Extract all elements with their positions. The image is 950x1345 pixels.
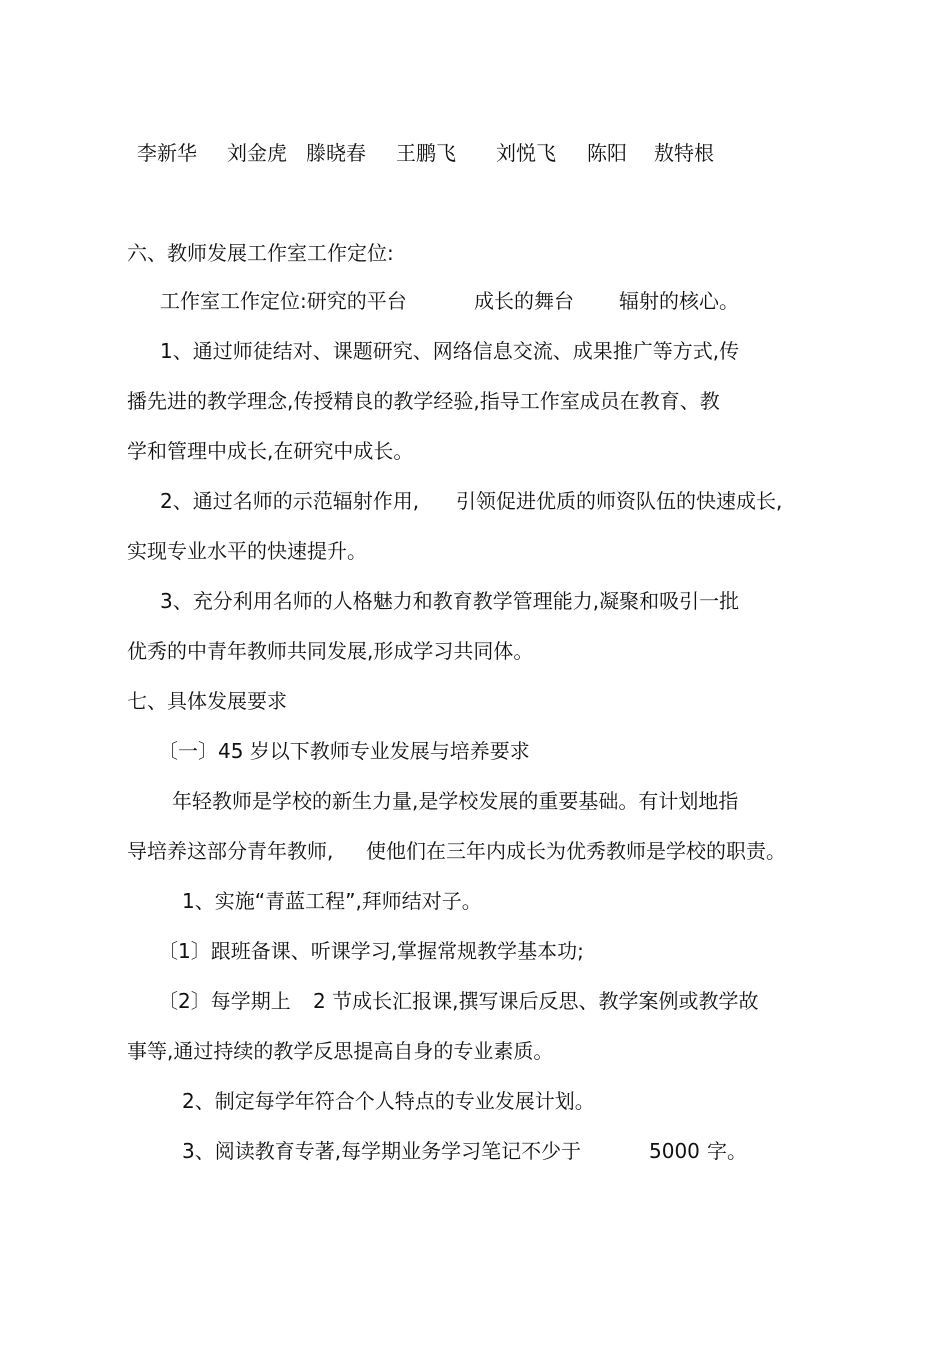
- paragraph-line: 3、充分利用名师的人格魅力和教育教学管理能力,凝聚和吸引一批: [160, 589, 740, 613]
- list-item: 字。: [707, 1139, 747, 1163]
- paragraph-line: 导培养这部分青年教师,: [127, 839, 334, 863]
- list-item: 2、制定每学年符合个人特点的专业发展计划。: [182, 1089, 595, 1113]
- member-name: 刘悦飞: [496, 141, 556, 165]
- paragraph-line: 2、通过名师的示范辐射作用,: [160, 489, 420, 513]
- member-name: 滕晓春: [306, 141, 366, 165]
- member-name: 陈阳: [587, 141, 627, 165]
- positioning-part: 成长的舞台: [474, 289, 574, 313]
- paragraph-line: 引领促进优质的师资队伍的快速成长,: [456, 489, 783, 513]
- paragraph-line: 播先进的教学理念,传授精良的教学经验,指导工作室成员在教育、教: [127, 389, 720, 413]
- list-item: 5000: [649, 1139, 700, 1163]
- member-name: 敖特根: [654, 141, 714, 165]
- positioning-line: [0, 289, 950, 313]
- member-name: 刘金虎: [227, 141, 287, 165]
- list-item: 〔2〕每学期上: [158, 989, 291, 1013]
- paragraph-line: 学和管理中成长,在研究中成长。: [127, 439, 414, 463]
- member-name: 李新华: [137, 141, 197, 165]
- subsection-heading: 〔一〕45 岁以下教师专业发展与培养要求: [158, 739, 530, 763]
- positioning-part: 辐射的核心。: [619, 289, 739, 313]
- section-heading: 六、教师发展工作室工作定位:: [127, 241, 394, 265]
- paragraph-line: 事等,通过持续的教学反思提高自身的专业素质。: [127, 1039, 554, 1063]
- paragraph-line: 优秀的中青年教师共同发展,形成学习共同体。: [127, 639, 534, 663]
- list-item: 1、实施“青蓝工程”,拜师结对子。: [182, 889, 482, 913]
- paragraph-line: 使他们在三年内成长为优秀教师是学校的职责。: [366, 839, 786, 863]
- positioning-label: 工作室工作定位:研究的平台: [160, 289, 407, 313]
- member-name: 王鹏飞: [396, 141, 456, 165]
- list-item: 3、阅读教育专著,每学期业务学习笔记不少于: [182, 1139, 582, 1163]
- paragraph-line: 1、通过师徒结对、课题研究、网络信息交流、成果推广等方式,传: [160, 339, 740, 363]
- paragraph-line: 实现专业水平的快速提升。: [127, 539, 367, 563]
- member-names-row: [0, 140, 950, 166]
- list-item: 〔1〕跟班备课、听课学习,掌握常规教学基本功;: [158, 939, 584, 963]
- list-item: 2 节成长汇报课,撰写课后反思、教学案例或教学故: [313, 989, 759, 1013]
- paragraph-line: 年轻教师是学校的新生力量,是学校发展的重要基础。有计划地指: [172, 789, 739, 813]
- section-heading: 七、具体发展要求: [127, 689, 287, 713]
